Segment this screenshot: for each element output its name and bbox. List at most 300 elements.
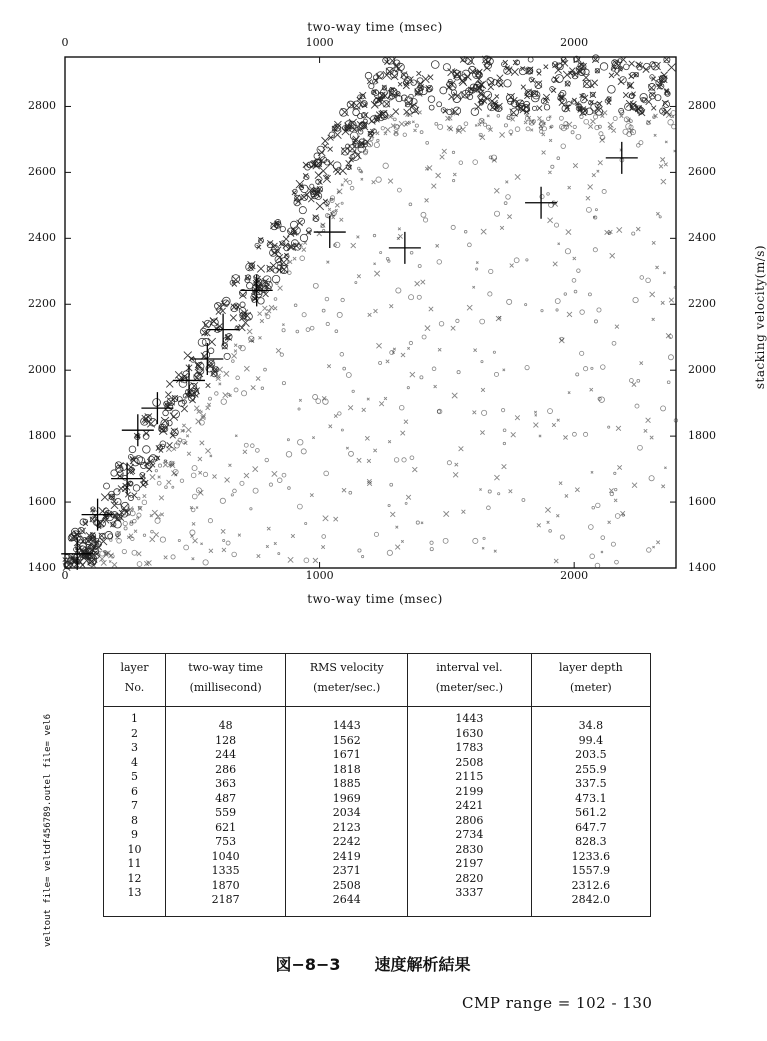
scatter-mark	[208, 348, 214, 354]
scatter-mark	[294, 304, 297, 307]
rms-velocity-cell: 2242	[332, 835, 361, 848]
layer-depth-cell: 828.3	[575, 835, 607, 848]
scatter-mark	[359, 122, 365, 128]
scatter-mark	[326, 322, 329, 325]
scatter-mark	[221, 399, 226, 404]
scatter-mark	[313, 394, 318, 399]
scatter-mark	[494, 188, 499, 193]
rms-velocity-cell: 1818	[332, 762, 361, 776]
scatter-mark	[171, 555, 175, 559]
scatter-mark	[524, 93, 529, 98]
scatter-mark	[576, 373, 579, 376]
scatter-mark	[374, 532, 378, 536]
scatter-mark	[288, 557, 293, 562]
scatter-mark	[498, 493, 500, 495]
scatter-mark	[545, 507, 550, 512]
scatter-mark	[456, 319, 459, 322]
scatter-mark	[537, 116, 541, 120]
scatter-mark	[593, 55, 600, 62]
scatter-mark	[170, 413, 178, 421]
scatter-mark	[282, 324, 284, 326]
scatter-mark	[494, 211, 499, 216]
scatter-mark	[317, 146, 324, 153]
scatter-mark	[157, 481, 161, 485]
scatter-mark	[257, 265, 265, 273]
scatter-mark	[556, 514, 559, 517]
two-way-time-column	[165, 707, 285, 917]
scatter-mark	[481, 410, 486, 415]
scatter-mark	[644, 429, 647, 432]
scatter-mark	[312, 436, 314, 438]
scatter-mark	[321, 545, 325, 549]
scatter-mark	[635, 404, 639, 408]
scatter-mark	[265, 458, 269, 462]
scatter-mark	[280, 353, 283, 356]
scatter-mark	[623, 129, 628, 134]
scatter-mark	[661, 406, 666, 411]
scatter-mark	[399, 405, 404, 410]
scatter-mark	[256, 376, 260, 380]
scatter-mark	[361, 178, 363, 180]
scatter-mark	[322, 396, 326, 400]
scatter-mark	[520, 66, 524, 70]
scatter-mark	[576, 134, 581, 139]
scatter-mark	[341, 429, 343, 431]
scatter-mark	[548, 171, 551, 174]
scatter-mark	[235, 435, 237, 437]
scatter-mark	[580, 310, 585, 315]
scatter-mark	[404, 123, 407, 126]
scatter-mark	[357, 458, 361, 462]
picked-velocity-point	[314, 216, 346, 248]
scatter-mark	[481, 229, 486, 234]
scatter-mark	[228, 464, 231, 467]
scatter-mark	[540, 130, 543, 133]
scatter-mark	[558, 243, 560, 245]
scatter-mark	[388, 114, 393, 119]
scatter-mark	[278, 286, 283, 291]
scatter-mark	[339, 167, 347, 175]
scatter-mark	[595, 209, 597, 211]
scatter-mark	[257, 554, 261, 558]
scatter-mark	[509, 489, 513, 493]
scatter-mark	[239, 324, 246, 331]
side-note: veltout file= veltdf456789.outel file= vel6	[43, 714, 53, 947]
scatter-mark	[206, 383, 211, 388]
scatter-mark	[599, 397, 605, 403]
scatter-mark	[322, 229, 324, 231]
scatter-mark	[565, 249, 570, 254]
scatter-mark	[632, 382, 636, 386]
scatter-mark	[515, 415, 520, 420]
scatter-mark	[243, 450, 247, 454]
interval-vel-cell: 1630	[455, 726, 484, 740]
scatter-mark	[546, 117, 550, 121]
scatter-mark	[395, 545, 400, 550]
scatter-mark	[651, 106, 656, 111]
scatter-mark	[151, 463, 155, 467]
scatter-mark	[544, 65, 548, 69]
scatter-mark	[509, 130, 513, 134]
scatter-mark	[542, 151, 546, 155]
scatter-mark	[166, 446, 172, 452]
scatter-mark	[479, 488, 481, 490]
scatter-mark	[220, 308, 226, 314]
scatter-mark	[335, 209, 338, 212]
scatter-mark	[521, 85, 526, 90]
scatter-mark	[171, 471, 176, 476]
scatter-mark	[633, 297, 638, 302]
scatter-mark	[451, 225, 455, 229]
scatter-mark	[488, 490, 491, 493]
scatter-mark	[269, 305, 274, 310]
scatter-mark	[384, 397, 387, 400]
y-tick-label: 2600	[28, 165, 56, 179]
scatter-mark	[349, 491, 352, 494]
scatter-mark	[440, 87, 447, 94]
scatter-mark	[583, 367, 587, 371]
scatter-mark	[305, 522, 307, 524]
scatter-mark	[406, 495, 411, 500]
scatter-mark	[549, 139, 552, 142]
scatter-mark	[150, 537, 155, 542]
scatter-mark	[537, 523, 541, 527]
two-way-time-cell: 128	[215, 733, 237, 747]
scatter-mark	[484, 91, 492, 99]
layer-depth-cell: 1233.6	[571, 849, 611, 863]
scatter-mark	[259, 336, 262, 339]
interval-vel-cell: 1783	[455, 741, 484, 754]
scatter-mark	[522, 498, 525, 501]
scatter-mark	[133, 485, 140, 492]
scatter-mark	[316, 399, 321, 404]
interval-vel-cell: 2197	[455, 857, 484, 870]
table-header-row	[104, 654, 651, 707]
scatter-mark	[200, 441, 204, 445]
scatter-mark	[650, 292, 655, 297]
scatter-mark	[329, 425, 332, 428]
scatter-mark	[664, 163, 668, 167]
scatter-mark	[334, 414, 337, 417]
scatter-mark	[133, 519, 137, 523]
scatter-mark	[247, 329, 252, 334]
scatter-mark	[535, 414, 537, 416]
scatter-mark	[629, 74, 634, 79]
scatter-mark	[253, 466, 258, 471]
scatter-mark	[533, 423, 538, 428]
y-tick-label-right: 1400	[688, 561, 716, 574]
scatter-mark	[421, 280, 425, 284]
scatter-mark	[341, 184, 344, 187]
scatter-mark	[560, 535, 564, 539]
scatter-mark	[389, 304, 393, 308]
scatter-mark	[622, 514, 624, 516]
interval-vel-cell: 2199	[455, 784, 484, 798]
scatter-mark	[600, 138, 605, 143]
scatter-mark	[504, 124, 507, 127]
scatter-mark	[414, 129, 417, 132]
scatter-mark	[462, 70, 470, 78]
scatter-mark	[610, 492, 613, 495]
scatter-mark	[647, 548, 652, 553]
scatter-mark	[464, 230, 467, 233]
scatter-mark	[344, 178, 348, 182]
scatter-mark	[410, 456, 414, 460]
scatter-mark	[101, 494, 108, 501]
scatter-mark	[150, 474, 155, 479]
y-tick-label-right: 2400	[688, 231, 716, 245]
y-tick-label: 1600	[28, 495, 56, 509]
scatter-mark	[540, 127, 543, 130]
scatter-mark	[178, 539, 180, 541]
scatter-mark	[572, 432, 576, 436]
scatter-mark	[671, 111, 676, 116]
scatter-mark	[480, 430, 484, 434]
scatter-mark	[233, 489, 237, 493]
scatter-mark	[152, 510, 157, 515]
scatter-mark	[455, 463, 458, 466]
scatter-mark	[638, 445, 643, 450]
scatter-mark	[403, 133, 406, 136]
scatter-mark	[334, 517, 338, 521]
scatter-mark	[407, 387, 409, 389]
scatter-mark	[557, 419, 560, 422]
scatter-mark	[114, 521, 121, 528]
scatter-mark	[129, 446, 136, 453]
scatter-mark	[656, 212, 659, 215]
scatter-mark	[367, 459, 371, 463]
scatter-mark	[573, 163, 578, 168]
layer-no-cell: 5	[130, 770, 138, 783]
scatter-mark	[591, 471, 593, 473]
two-way-time-cell: 363	[215, 777, 237, 790]
scatter-mark	[568, 391, 570, 393]
scatter-mark	[559, 116, 563, 120]
scatter-mark	[480, 319, 485, 324]
scatter-mark	[632, 483, 637, 488]
scatter-mark	[209, 549, 213, 553]
scatter-mark	[327, 160, 333, 166]
scatter-mark	[551, 88, 556, 93]
scatter-mark	[674, 286, 676, 288]
scatter-mark	[416, 521, 419, 524]
scatter-mark	[464, 73, 472, 81]
scatter-mark	[325, 297, 329, 301]
scatter-mark	[143, 494, 147, 498]
scatter-mark	[290, 221, 297, 228]
header-two-way-time: two-way time (millisecond)	[165, 654, 285, 707]
scatter-mark	[132, 493, 137, 498]
scatter-mark	[340, 218, 344, 222]
scatter-mark	[504, 80, 511, 87]
scatter-mark	[192, 494, 197, 499]
two-way-time-cell: 621	[215, 820, 237, 834]
picked-velocity-point	[82, 499, 114, 531]
scatter-mark	[250, 444, 254, 448]
rms-velocity-cell: 1671	[332, 748, 361, 761]
scatter-mark	[313, 283, 318, 288]
scatter-mark	[476, 262, 478, 264]
scatter-mark	[410, 251, 413, 254]
scatter-mark	[503, 442, 505, 444]
scatter-mark	[224, 353, 230, 359]
scatter-mark	[489, 156, 492, 159]
interval-vel-cell: 2830	[455, 842, 484, 856]
scatter-mark	[476, 268, 478, 270]
scatter-mark	[650, 436, 653, 439]
scatter-mark	[388, 504, 390, 506]
layer-depth-cell: 337.5	[575, 777, 607, 790]
scatter-mark	[525, 366, 529, 370]
scatter-mark	[432, 367, 436, 371]
scatter-mark	[143, 446, 151, 454]
scatter-mark	[346, 447, 348, 449]
scatter-mark	[191, 508, 195, 512]
scatter-mark	[298, 408, 300, 410]
scatter-mark	[548, 218, 553, 223]
scatter-mark	[437, 260, 442, 265]
scatter-mark	[493, 351, 495, 353]
scatter-mark	[459, 446, 464, 451]
scatter-mark	[355, 281, 357, 283]
scatter-mark	[430, 547, 433, 550]
top-axis-title: two-way time (msec)	[307, 20, 443, 34]
scatter-mark	[595, 563, 600, 568]
scatter-mark	[293, 257, 296, 260]
scatter-mark	[165, 392, 171, 398]
scatter-mark	[503, 60, 508, 65]
scatter-mark	[511, 432, 516, 437]
scatter-mark	[438, 348, 441, 351]
scatter-mark	[244, 366, 249, 371]
scatter-mark	[565, 494, 568, 497]
scatter-mark	[396, 526, 399, 529]
scatter-mark	[328, 147, 333, 152]
interval-vel-cell: 3337	[455, 886, 484, 899]
header-layer-no: layer No.	[104, 654, 166, 707]
scatter-mark	[388, 179, 393, 184]
figure-caption	[0, 952, 746, 975]
scatter-mark	[316, 202, 324, 210]
scatter-mark	[376, 132, 379, 135]
scatter-mark	[299, 399, 301, 401]
scatter-mark	[234, 350, 237, 353]
scatter-mark	[430, 541, 433, 544]
scatter-mark	[310, 326, 314, 330]
scatter-mark	[636, 227, 640, 231]
top-x-tick-label: 1000	[305, 36, 334, 49]
table-body-row	[104, 707, 651, 917]
picked-velocity-point	[525, 187, 557, 219]
scatter-mark	[258, 312, 262, 316]
scatter-mark	[288, 260, 292, 264]
scatter-mark	[530, 129, 533, 132]
scatter-mark	[338, 412, 341, 415]
scatter-mark	[166, 380, 173, 387]
scatter-mark	[548, 409, 553, 414]
semblance-scatter	[63, 55, 678, 571]
scatter-mark	[373, 449, 376, 452]
scatter-mark	[557, 64, 563, 70]
scatter-mark	[167, 480, 172, 485]
scatter-mark	[130, 522, 133, 525]
scatter-mark	[172, 410, 180, 418]
scatter-mark	[164, 556, 168, 560]
scatter-mark	[282, 329, 285, 332]
scatter-mark	[526, 259, 528, 261]
velocity-results-table	[103, 653, 651, 917]
scatter-mark	[639, 141, 643, 145]
scatter-mark	[494, 475, 499, 480]
y-tick-label: 1800	[28, 429, 56, 443]
scatter-mark	[266, 545, 269, 548]
scatter-mark	[573, 257, 576, 260]
scatter-mark	[351, 243, 356, 248]
scatter-mark	[584, 119, 589, 124]
scatter-mark	[668, 120, 674, 126]
scatter-mark	[610, 253, 615, 258]
scatter-mark	[198, 457, 202, 461]
scatter-mark	[217, 324, 222, 329]
scatter-mark	[575, 488, 579, 492]
scatter-mark	[174, 443, 179, 448]
scatter-mark	[376, 177, 381, 182]
scatter-mark	[262, 306, 267, 311]
scatter-mark	[196, 488, 201, 493]
scatter-mark	[608, 86, 616, 94]
scatter-mark	[192, 522, 195, 525]
scatter-mark	[231, 494, 233, 496]
scatter-mark	[555, 299, 560, 304]
rms-velocity-cell: 1969	[332, 791, 361, 805]
scatter-mark	[626, 124, 631, 129]
y-tick-label-right: 2600	[688, 165, 716, 179]
scatter-mark	[475, 124, 477, 126]
scatter-mark	[438, 124, 443, 129]
scatter-mark	[439, 321, 444, 326]
scatter-mark	[184, 545, 189, 550]
scatter-mark	[287, 439, 289, 441]
scatter-mark	[303, 162, 309, 168]
scatter-mark	[661, 179, 666, 184]
two-way-time-cell: 1870	[211, 878, 240, 892]
interval-vel-cell: 1443	[455, 712, 484, 725]
scatter-mark	[601, 551, 603, 553]
layer-depth-cell: 203.5	[575, 748, 607, 761]
rms-velocity-cell: 2034	[332, 806, 361, 819]
scatter-mark	[505, 181, 508, 184]
scatter-mark	[567, 312, 572, 317]
scatter-mark	[402, 458, 406, 462]
y-tick-label-right: 2200	[688, 297, 716, 311]
scatter-mark	[112, 562, 117, 567]
scatter-mark	[586, 196, 590, 200]
scatter-mark	[412, 467, 417, 472]
scatter-mark	[501, 408, 504, 411]
layer-depth-cell: 561.2	[575, 806, 607, 819]
scatter-mark	[640, 276, 644, 280]
scatter-mark	[253, 488, 258, 493]
scatter-mark	[300, 256, 305, 261]
scatter-mark	[368, 117, 375, 124]
scatter-mark	[407, 347, 409, 349]
scatter-mark	[232, 552, 237, 557]
layer-no-cell: 1	[130, 712, 138, 725]
picked-velocity-point	[122, 414, 154, 446]
scatter-mark	[250, 508, 252, 510]
scatter-mark	[273, 306, 277, 310]
scatter-mark	[559, 482, 562, 485]
